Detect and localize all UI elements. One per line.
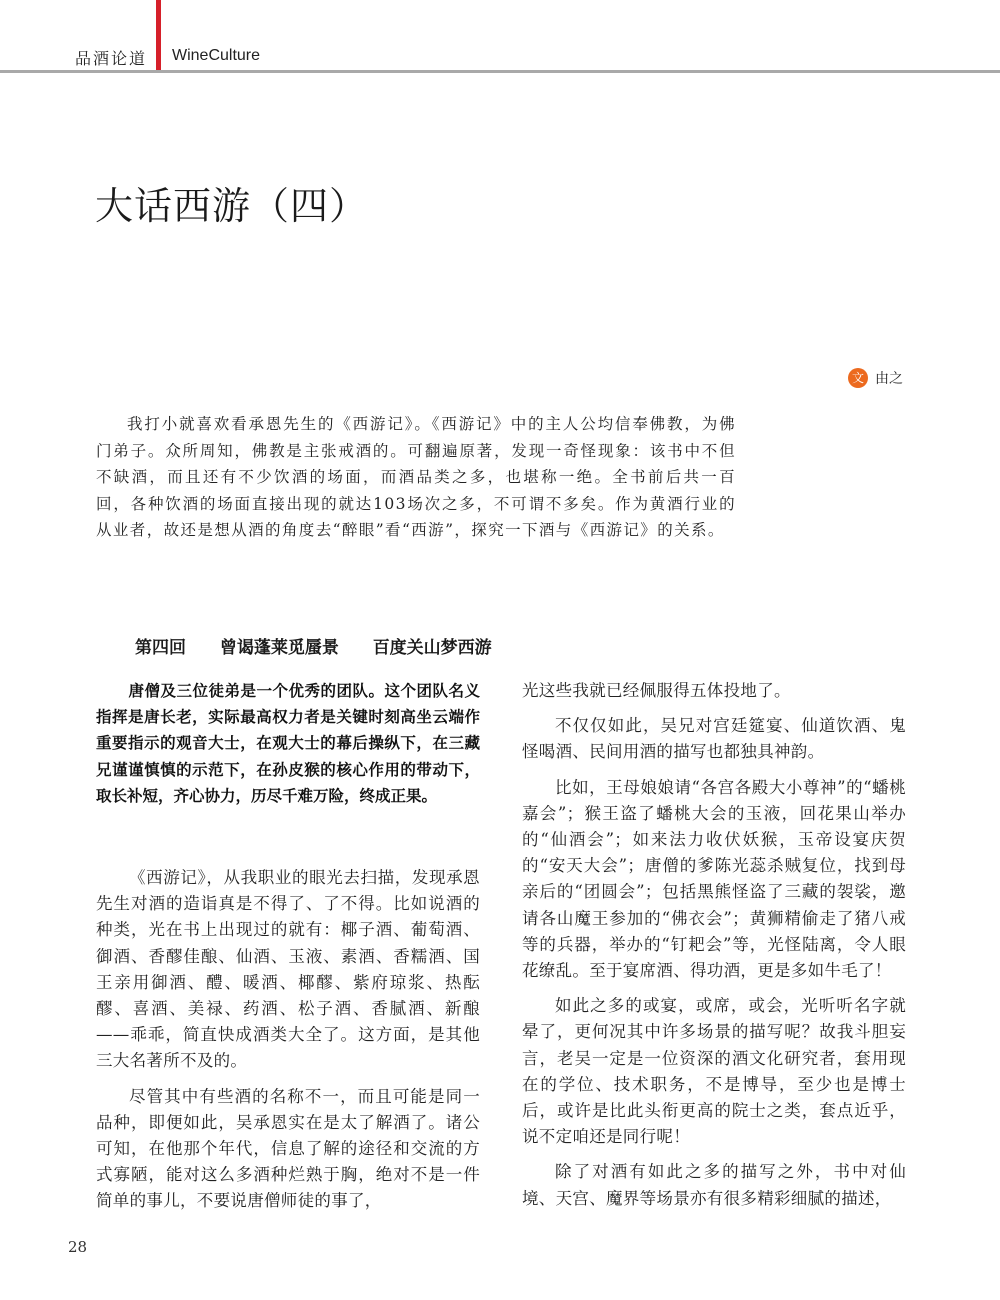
body-paragraph: 尽管其中有些酒的名称不一，而且可能是同一品种，即便如此，吴承恩实在是太了解酒了。诸公可知，在他那个年代，信息了解的途径和交流的方式寡陋，能对这么多酒种烂熟于胸，绝对不是一件简单的事儿，不要说唐僧师徒的事了，: [96, 1086, 480, 1211]
body-paragraph-continued: 光这些我就已经佩服得五体投地了。: [522, 681, 791, 700]
chapter-line-2: 百度关山梦西游: [372, 638, 492, 658]
author-badge-icon: 文: [848, 368, 868, 388]
lead-paragraph: 唐僧及三位徒弟是一个优秀的团队。这个团队名义指挥是唐长老，实际最高权力者是关键时刻高坐云端作重要指示的观音大士，在观大士的幕后操纵下，在三藏兄谨谨慎慎的示范下，在孙皮猴的核心作用的带动下，取长补短，齐心协力，历尽千难万险，终成正果。: [96, 682, 480, 805]
section-title-en: WineCulture: [172, 47, 261, 64]
intro-paragraph: 我打小就喜欢看承恩先生的《西游记》。《西游记》中的主人公均信奉佛教，为佛门弟子。众所周知，佛教是主张戒酒的。可翻遍原著，发现一奇怪现象：该书中不但不缺酒，而且还有不少饮酒的场面，而酒品类之多，也堪称一绝。全书前后共一百回，各种饮酒的场面直接出现的就达103场次之多，不可谓不多矣。作为黄酒行业的从业者，故还是想从酒的角度去“醉眼”看“西游”，探究一下酒与《西游记》的关系。: [96, 415, 736, 540]
body-paragraph: 除了对酒有如此之多的描写之外，书中对仙境、天宫、魔界等场景亦有很多精彩细腻的描述，: [522, 1162, 906, 1208]
author-name: 由之: [875, 371, 903, 387]
page-number: 28: [68, 1238, 88, 1256]
body-paragraph: 如此之多的或宴，或席，或会，光听听名字就晕了，更何况其中许多场景的描写呢？故我斗胆妄言，老吴一定是一位资深的酒文化研究者，套用现在的学位、技术职务，不是博导，至少也是博士后，或许是比此头衔更高的院士之类，套点近乎，说不定咱还是同行呢！: [522, 996, 906, 1147]
page-header: [0, 0, 1000, 74]
section-title-cn: 品酒论道: [75, 49, 148, 68]
chapter-heading: [135, 633, 492, 658]
body-paragraph: 《西游记》，从我职业的眼光去扫描，发现承恩先生对酒的造诣真是不得了、了不得。比如说酒的种类，光在书上出现过的就有：椰子酒、葡萄酒、御酒、香醪佳酿、仙酒、玉液、素酒、香糯酒、国王亲用御酒、醴、暖酒、椰醪、紫府琼浆、热酝醪、喜酒、美禄、药酒、松子酒、香腻酒、新酿——乖乖，简直快成酒类大全了。这方面，是其他三大名著所不及的。: [96, 868, 480, 1071]
left-column: [96, 678, 480, 1215]
article-title: 大话西游（四）: [95, 184, 369, 228]
right-column: [522, 678, 906, 1212]
author-byline: [848, 368, 903, 388]
body-paragraph: 比如，王母娘娘请“各宫各殿大小尊神”的“蟠桃嘉会”；猴王盗了蟠桃大会的玉液，回花果山举办的“仙酒会”；如来法力收伏妖猴，玉帝设宴庆贺的“安天大会”；唐僧的爹陈光蕊杀贼复位，找到母亲后的“团圆会”；包括黑熊怪盗了三藏的袈裟，邀请各山魔王参加的“佛衣会”；黄狮精偷走了猪八戒等的兵器，举办的“钉耙会”等，光怪陆离，令人眼花缭乱。至于宴席酒、得功酒，更是多如牛毛了！: [522, 777, 906, 981]
body-paragraph: 不仅仅如此，吴兄对宫廷筵宴、仙道饮酒、鬼怪喝酒、民间用酒的描写也都独具神韵。: [522, 716, 906, 762]
chapter-line-1: 曾谒蓬莱觅蜃景: [219, 638, 339, 658]
header-divider: [0, 70, 1000, 73]
chapter-number: 第四回: [135, 638, 186, 658]
header-accent-bar: [156, 0, 161, 70]
